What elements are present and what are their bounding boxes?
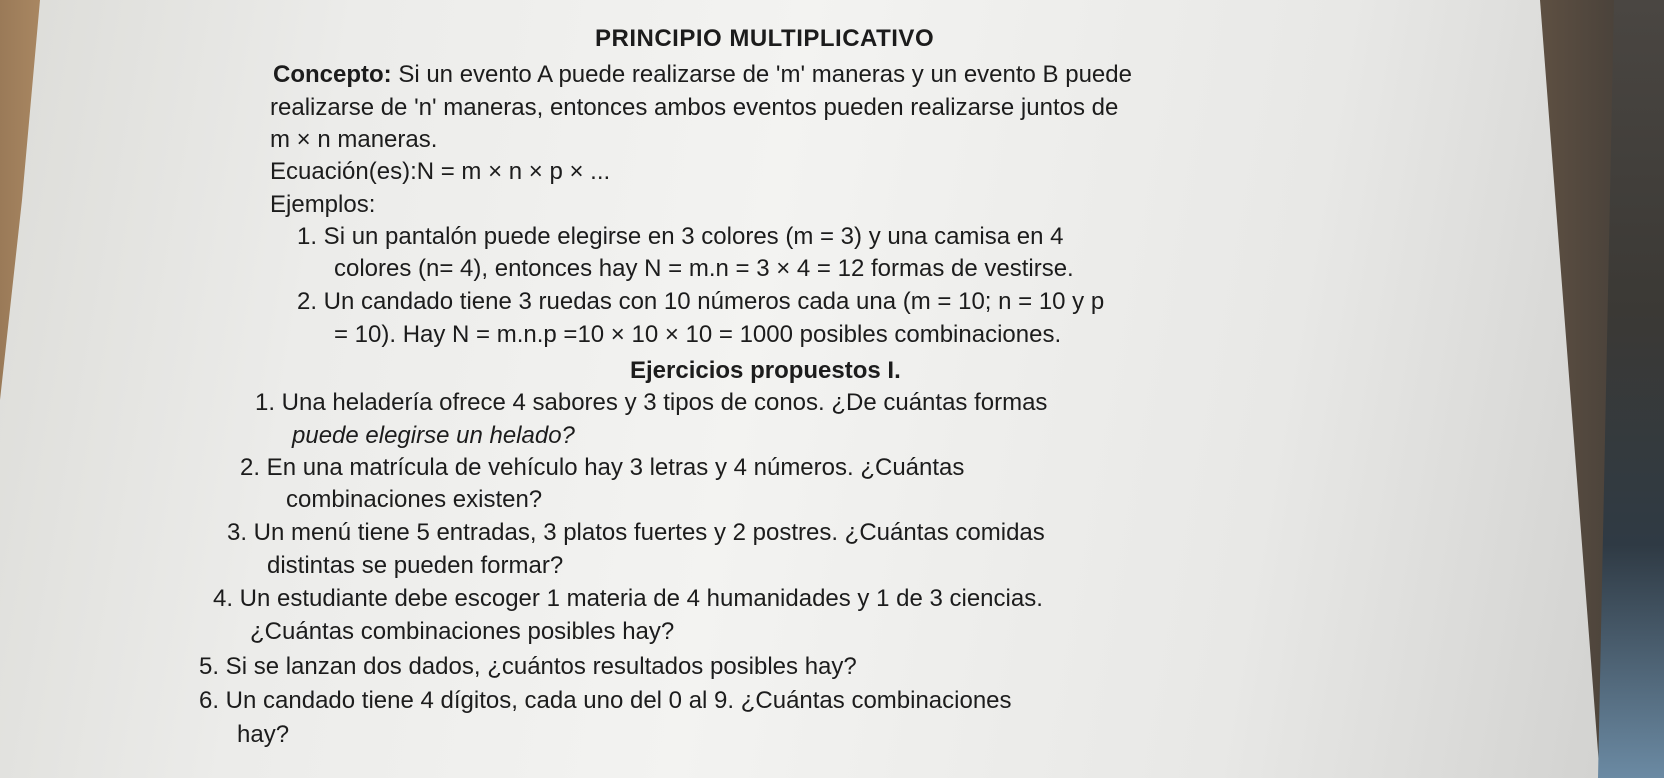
exercise-2-line-1: 2. En una matrícula de vehículo hay 3 letras y 4 números. ¿Cuántas: [240, 454, 965, 481]
concept-text-1: Si un evento A puede realizarse de 'm' maneras y un evento B puede: [398, 61, 1132, 88]
exercise-4-line-1: 4. Un estudiante debe escoger 1 materia de 4 humanidades y 1 de 3 ciencias.: [213, 585, 1043, 612]
example-2-line-2: = 10). Hay N = m.n.p =10 × 10 × 10 = 1000 posibles combinaciones.: [334, 321, 1062, 348]
exercise-5-line-1: 5. Si se lanzan dos dados, ¿cuántos resultados posibles hay?: [199, 653, 857, 680]
concept-line-2: realizarse de 'n' maneras, entonces ambos eventos pueden realizarse juntos de: [270, 94, 1119, 121]
exercise-3-line-2: distintas se pueden formar?: [267, 552, 564, 579]
exercise-6-line-2: hay?: [237, 721, 290, 748]
exercise-1-line-1: 1. Una heladería ofrece 4 sabores y 3 tipos de conos. ¿De cuántas formas: [255, 389, 1048, 416]
concept-line-3: m × n maneras.: [270, 126, 438, 153]
exercise-6-line-1: 6. Un candado tiene 4 dígitos, cada uno del 0 al 9. ¿Cuántas combinaciones: [199, 687, 1012, 714]
exercise-2-line-2: combinaciones existen?: [286, 486, 543, 513]
example-2-line-1: 2. Un candado tiene 3 ruedas con 10 números cada una (m = 10; n = 10 y p: [297, 288, 1105, 315]
equation-line: Ecuación(es):N = m × n × p × ...: [270, 158, 611, 185]
exercise-4-line-2: ¿Cuántas combinaciones posibles hay?: [250, 618, 675, 645]
exercises-title: Ejercicios propuestos I.: [630, 357, 901, 384]
page-title: PRINCIPIO MULTIPLICATIVO: [595, 25, 935, 52]
example-1-line-2: colores (n= 4), entonces hay N = m.n = 3 × 4 = 12 formas de vestirse.: [334, 255, 1074, 282]
example-1-line-1: 1. Si un pantalón puede elegirse en 3 colores (m = 3) y una camisa en 4: [297, 223, 1064, 250]
exercise-1-line-2: puede elegirse un helado?: [292, 422, 575, 449]
concept-line-1: [273, 58, 1132, 91]
concept-label: Concepto:: [273, 61, 392, 88]
examples-label: Ejemplos:: [270, 191, 376, 218]
exercise-3-line-1: 3. Un menú tiene 5 entradas, 3 platos fuertes y 2 postres. ¿Cuántas comidas: [227, 519, 1045, 546]
